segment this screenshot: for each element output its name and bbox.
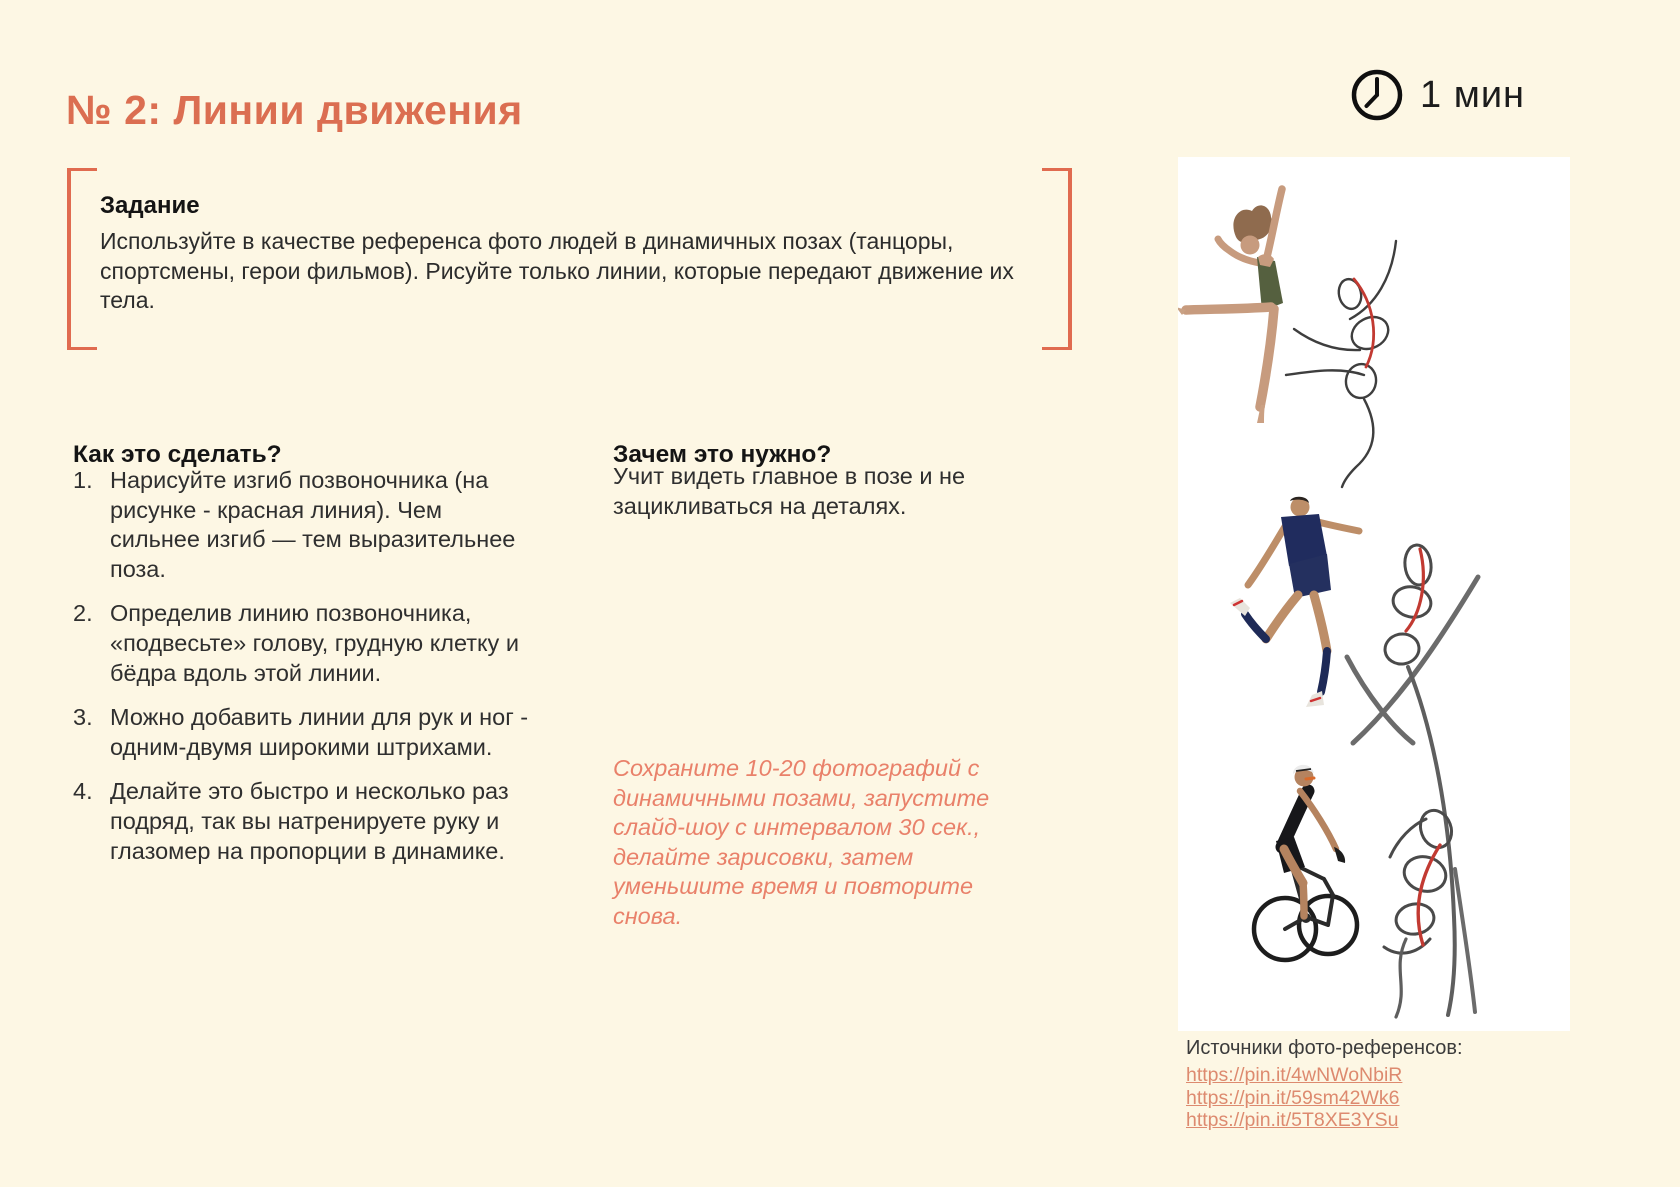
how-item-3: 3. Можно добавить линии для рук и ног - одним-двумя широкими штрихами. [73,704,529,760]
source-link-2[interactable]: https://pin.it/59sm42Wk6 [1186,1086,1400,1109]
footballer-photo [1230,497,1359,707]
cyclist-sketch [1384,806,1475,1017]
timer-label: 1 мин [1420,73,1526,116]
task-bracket-left [67,168,97,350]
dancer-photo [1178,189,1283,423]
how-item-1: 1. Нарисуйте изгиб позвоночника (на рисунке - красная линия). Чем сильнее изгиб — тем выразительнее поза. [73,467,516,582]
why-heading: Зачем это нужно? [613,440,832,468]
how-heading: Как это сделать? [73,440,282,468]
clock-icon [1350,68,1404,122]
sources [1186,1037,1526,1132]
source-link-1[interactable]: https://pin.it/4wNWoNbiR [1186,1064,1403,1086]
how-item-4: 4. Делайте это быстро и несколько раз подряд, так вы натренируете руку и глазомер на пропорции в динамике. [73,778,509,864]
cyclist-photo [1254,765,1357,960]
footballer-sketch [1347,544,1478,1015]
timer [1350,68,1525,122]
source-link-3[interactable]: https://pin.it/5T8XE3YSu [1186,1109,1399,1131]
reference-panel [1178,157,1570,1031]
how-item-2: 2. Определив линию позвоночника, «подвесьте» голову, грудную клетку и бёдра вдоль этой линии. [73,600,519,686]
task-bracket-right [1042,168,1072,350]
tip-text: Сохраните 10-20 фотографий с динамичными позами, запустите слайд-шоу с интервалом 30 сек., делайте зарисовки, затем уменьшите время и повторите снова. [613,755,990,929]
page-title: № 2: Линии движения [66,87,523,134]
sources-label: Источники фото-референсов: [1186,1037,1463,1059]
task-body: Используйте в качестве референса фото людей в динамичных позах (танцоры, спортсмены, герои фильмов). Рисуйте только линии, которые передают движение их тела. [100,228,1014,313]
why-body: Учит видеть главное в позе и не зацикливаться на деталях. [613,463,966,519]
dancer-sketch [1286,241,1396,487]
task-heading: Задание [100,191,200,219]
how-list [73,466,531,881]
reference-figures [1178,157,1570,1031]
